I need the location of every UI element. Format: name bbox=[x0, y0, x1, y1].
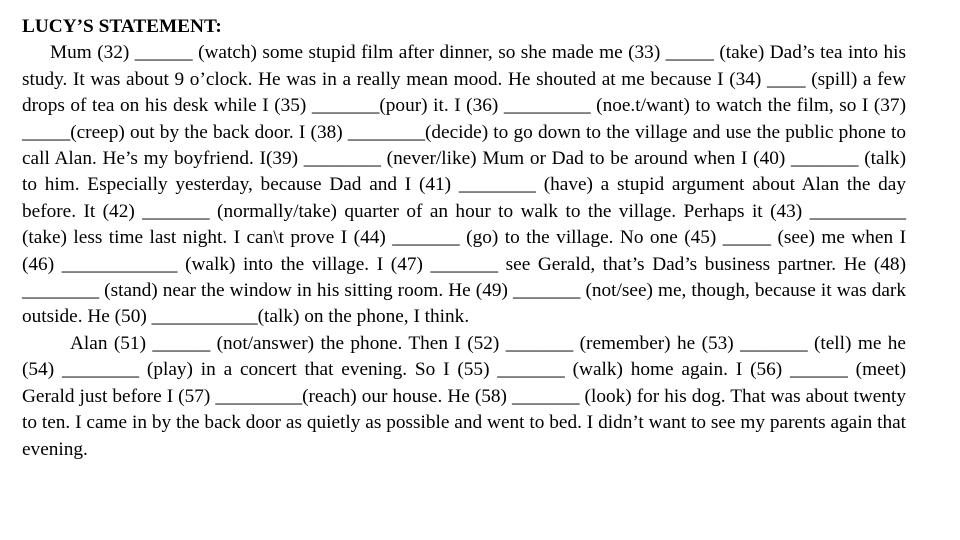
paragraph-1: Mum (32) ______ (watch) some stupid film after dinner, so she made me (33) _____ (take) Dad’s tea into his study. It was about 9 o’clock. He was in a really mean mood. He shouted at me because I (34) ____ (spill) a few drops of tea on his desk while I (35) _______(pour) it. I (36) _________ (noe.t/want) to watch the film, so I (37) _____(creep) out by the back door. I (38) ________(decide) to go down to the village and use the public phone to call Alan. He’s my boyfriend. I(39) ________ (never/like) Mum or Dad to be around when I (40) _______ (talk) to him. Especially yesterday, because Dad and I (41) ________ (have) a stupid argument about Alan the day before. It (42) _______ (normally/take) quarter of an hour to walk to the village. Perhaps it (43) __________ (take) less time last night. I can\t prove I (44) _______ (go) to the village. No one (45) _____ (see) me when I (46) ____________ (walk) into the village. I (47) _______ see Gerald, that’s Dad’s business partner. He (48) ________ (stand) near the window in his sitting room. He (49) _______ (not/see) me, though, because it was dark outside. He (50) ___________(talk) on the phone, I think. bbox=[22, 42, 906, 328]
paragraph-2: Alan (51) ______ (not/answer) the phone. Then I (52) _______ (remember) he (53) _______ (tell) me he (54) ________ (play) in a concert that evening. So I (55) _______ (walk) home again. I (56) ______ (meet) Gerald just before I (57) _________(reach) our house. He (58) _______ (look) for his dog. That was about twenty to ten. I came in by the back door as quietly as possible and went to bed. I didn’t want to see my parents again that evening. bbox=[22, 332, 906, 460]
document-page bbox=[22, 14, 906, 463]
document-title: LUCY’S STATEMENT: bbox=[22, 16, 222, 37]
